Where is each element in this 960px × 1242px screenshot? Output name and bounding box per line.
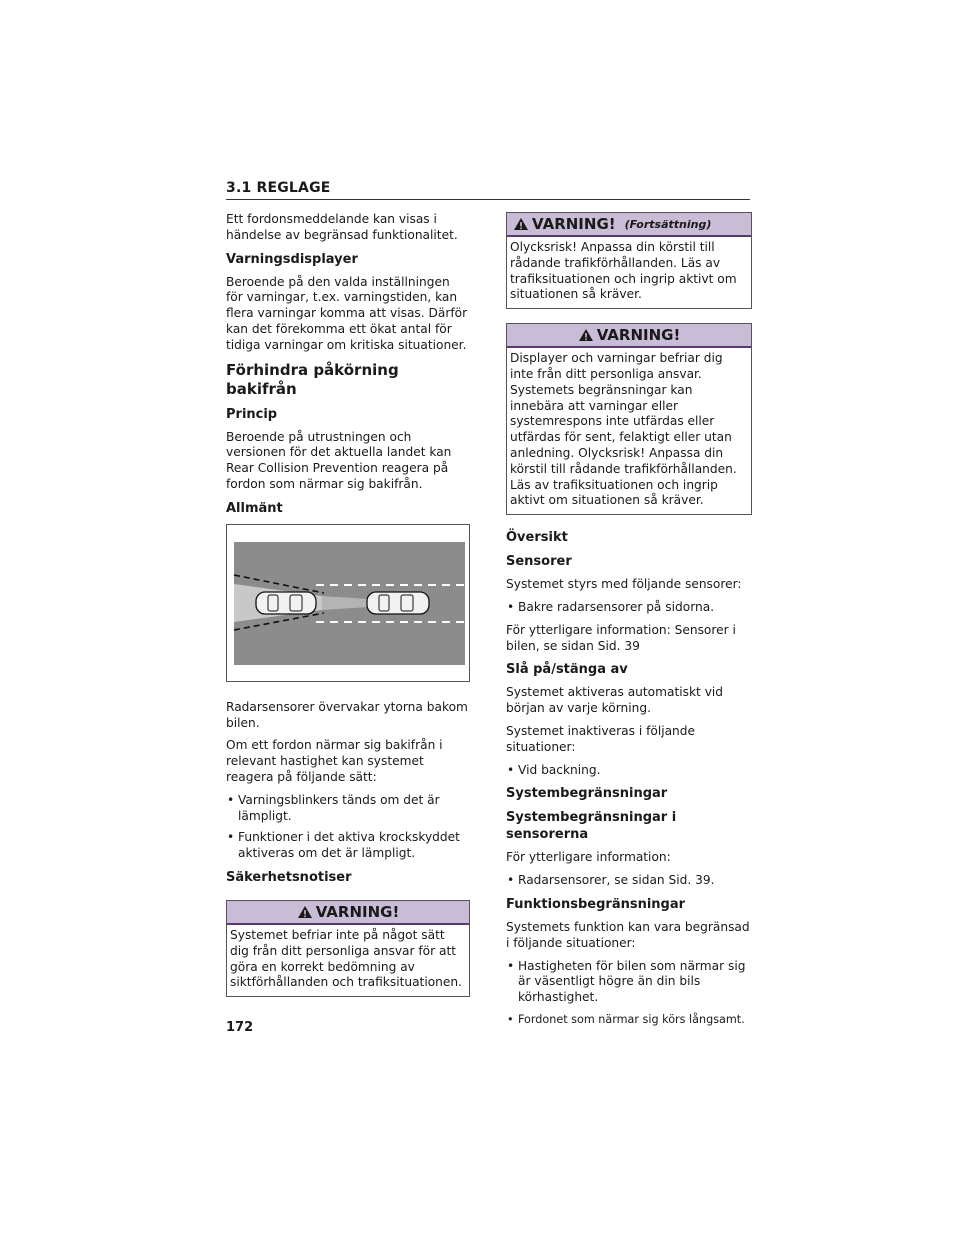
header-rule	[226, 199, 750, 200]
right-column	[506, 212, 752, 1035]
warning-box	[226, 900, 470, 997]
warning-header	[507, 213, 751, 237]
warning-triangle-icon	[297, 905, 313, 919]
reaction-list	[226, 793, 470, 862]
approach-text: Om ett fordon närmar sig bakifrån i relevant hastighet kan systemet reagera på följande sätt:	[226, 738, 443, 784]
sysbegr-list	[506, 873, 752, 889]
warning-triangle-icon	[513, 217, 529, 231]
list-item: • Vid backning.	[507, 762, 601, 777]
onoff-text-2: Systemet inaktiveras i följande situationer:	[506, 723, 696, 754]
funkbegr-text: Systemets funktion kan vara begränsad i följande situationer:	[506, 919, 750, 950]
list-item: • Funktioner i det aktiva krockskyddet aktiveras om det är lämpligt.	[227, 830, 460, 861]
warning-header	[507, 324, 751, 348]
left-column	[226, 212, 470, 1011]
sensor-list	[506, 600, 752, 616]
own-car	[367, 592, 429, 614]
warning-continued-label: (Fortsättning)	[624, 217, 712, 231]
onoff-heading: Slå på/stänga av	[506, 662, 628, 678]
approaching-car	[256, 592, 316, 614]
onoff-list	[506, 763, 752, 779]
list-item: • Hastigheten för bilen som närmar sig är väsentligt högre än din bils körhastighet.	[507, 958, 746, 1005]
list-item: • Varningsblinkers tänds om det är lämpligt.	[227, 792, 440, 823]
list-item: • Bakre radarsensorer på sidorna.	[507, 599, 715, 614]
page-number: 172	[226, 1020, 254, 1035]
warning-text: Displayer och varningar befriar dig inte från ditt personliga ansvar. Systemets begränsningar kan innebära att varningar eller systemrespons inte utfärdas eller utfärdas för sent, felaktigt eller utan anledning. Olycksrisk! Anpassa din körstil till rådande trafikförhållanden. Läs av trafiksituationen och ingrip aktivt om situationen så kräver.	[510, 351, 737, 508]
sysbegr-heading: Systembegränsningar	[506, 786, 668, 802]
warning-label: VARNING!	[532, 215, 616, 233]
sensorer-heading: Sensorer	[506, 554, 572, 570]
warning-text: Systemet befriar inte på något sätt dig från ditt personliga ansvar för att göra en korrekt bedömning av siktförhållanden och trafiksituationen.	[230, 927, 463, 990]
radar-text: Radarsensorer övervakar ytorna bakom bilen.	[226, 699, 468, 730]
sysbegr-more: För ytterligare information:	[506, 850, 671, 865]
road-diagram	[234, 542, 465, 665]
sensorer-text: Systemet styrs med följande sensorer:	[506, 577, 742, 592]
oversikt-heading: Översikt	[506, 530, 568, 546]
warning-continued-box	[506, 212, 752, 309]
warning-triangle-icon	[578, 328, 594, 342]
page-header	[226, 180, 750, 200]
section-heading: Förhindra påkörning bakifrån	[226, 360, 399, 398]
varningsdisplayer-text: Beroende på den valda inställningen för varningar, t.ex. varningstiden, kan flera varningar komma att visas. Därför kan det förekomma ett ökat antal för tidiga varningar om kritiska situationer.	[226, 274, 468, 352]
funkbegr-heading: Funktionsbegränsningar	[506, 896, 686, 912]
rear-radar-illustration	[226, 524, 470, 682]
warning-label: VARNING!	[596, 326, 681, 345]
princip-heading: Princip	[226, 406, 278, 422]
warning-box	[506, 323, 752, 515]
sysbegr-sensor-heading: Systembegränsningar i sensorerna	[506, 810, 677, 843]
sakerhet-heading: Säkerhetsnotiser	[226, 869, 352, 885]
varningsdisplayer-heading: Varningsdisplayer	[226, 251, 358, 267]
warning-header	[227, 901, 469, 925]
list-item: • Fordonet som närmar sig körs långsamt.	[507, 1012, 745, 1026]
funkbegr-list	[506, 959, 752, 1028]
allmant-heading: Allmänt	[226, 500, 283, 516]
warning-label: VARNING!	[315, 902, 400, 921]
header-title: 3.1 REGLAGE	[226, 180, 331, 196]
princip-text: Beroende på utrustningen och versionen för det aktuella landet kan Rear Collision Prevention reagera på fordon som närmar sig bakifrån.	[226, 429, 452, 491]
onoff-text-1: Systemet aktiveras automatiskt vid början av varje körning.	[506, 685, 724, 716]
intro-text: Ett fordonsmeddelande kan visas i händelse av begränsad funktionalitet.	[226, 212, 458, 242]
list-item: • Radarsensorer, se sidan Sid. 39.	[507, 873, 715, 888]
warning-text: Olycksrisk! Anpassa din körstil till rådande trafikförhållanden. Läs av trafiksituationen och ingrip aktivt om situationen så kräver.	[510, 240, 737, 302]
sensorer-more: För ytterligare information: Sensorer i bilen, se sidan Sid. 39	[506, 622, 736, 653]
